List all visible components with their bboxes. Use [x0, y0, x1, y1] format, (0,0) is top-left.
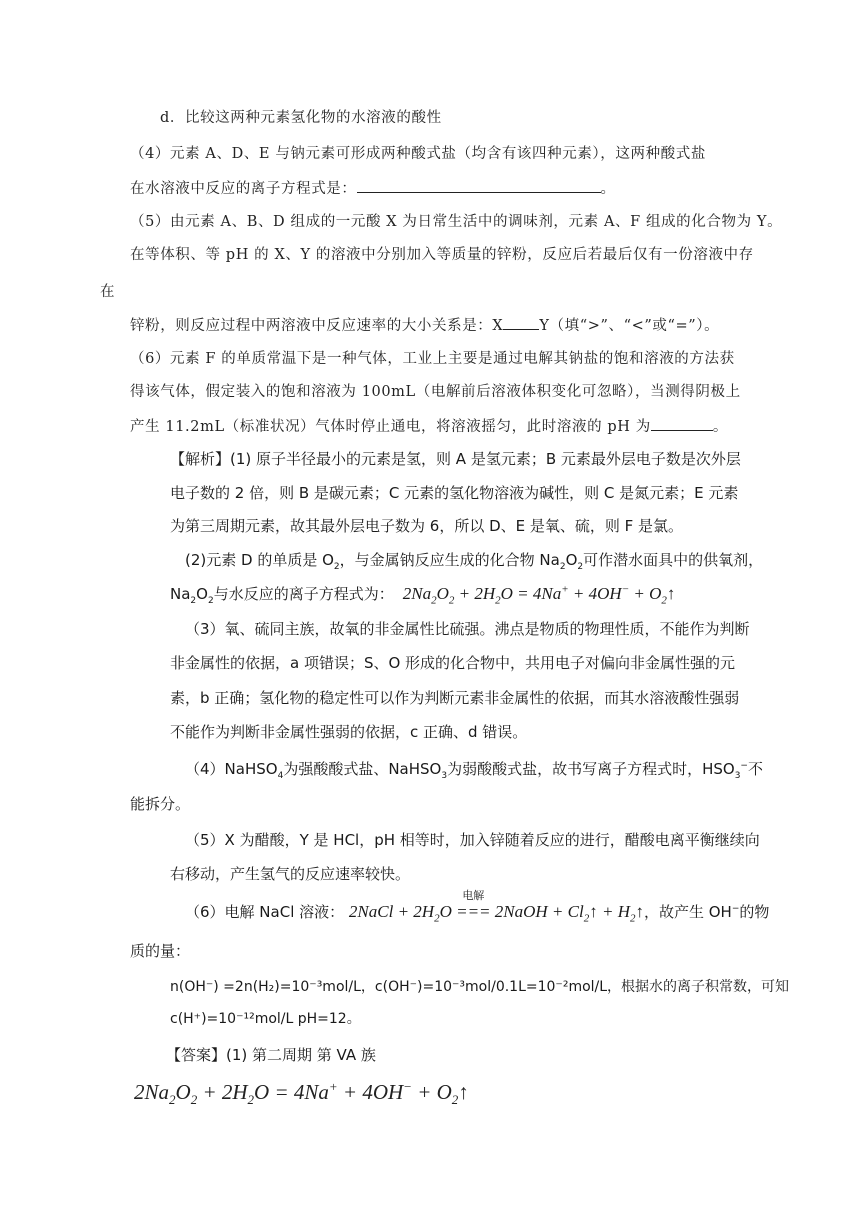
question-6-line-3: [130, 416, 728, 437]
analysis-5-line-2: 右移动，产生氢气的反应速率较快。: [170, 865, 411, 883]
analysis-2-line-2: $Na_2O_2$与水反应的离子方程式为： $2Na_2O_2 + 2H_2O = 4Na^+ + 4OH^-$ + $O_2↑$: [170, 583, 676, 607]
analysis-6-line-1: （6）电解 NaCl 溶液： 2NaCl + $2H_2O$ 电解 === 2NaOH + $Cl_2↑$ + $H_2↑$，故产生 OH−的物: [185, 902, 769, 922]
analysis-6-text: ，故产生 OH: [643, 903, 732, 921]
answer-blank: [357, 178, 601, 193]
analysis-2-text: ，与金属钠反应生成的化合物 Na: [339, 551, 560, 569]
answer-blank: [651, 416, 713, 431]
question-6-line-1: （6）元素 F 的单质常温下是一种气体，工业上主要是通过电解其钠盐的饱和溶液的方法获: [130, 351, 735, 367]
analysis-2-line-1: (2)元素 D 的单质是 $O_2$，与金属钠反应生成的化合物 $Na_2O_2$可作潜水面具中的供氧剂，: [185, 551, 764, 572]
question-5-end: Y（填“>”、“<”或“=”）。: [539, 318, 720, 334]
question-5-line-2: 在等体积、等 pH 的 X、Y 的溶液中分别加入等质量的锌粉，反应后若最后仅有一份溶液中存: [130, 247, 754, 263]
analysis-4-text: 不: [747, 760, 763, 778]
analysis-4-line-2: 能拆分。: [130, 795, 191, 813]
question-6-end: 。: [712, 419, 728, 435]
question-4-prompt: 在水溶液中反应的离子方程式是：: [130, 181, 357, 197]
answer-label: 【答案】(1) 第二周期 第 VA 族: [166, 1046, 376, 1064]
analysis-5-line-1: （5）X 为醋酸，Y 是 HCl，pH 相等时，加入锌随着反应的进行，醋酸电离平衡继续向: [185, 831, 760, 849]
analysis-2-text: 可作潜水面具中的供氧剂，: [583, 551, 764, 569]
question-4-line-2: [130, 178, 616, 199]
question-6-line-2: 得该气体，假定装入的饱和溶液为 100mL（电解前后溶液体积变化可忽略），当测得阴极上: [130, 384, 741, 400]
electrolysis-condition: 电解: [462, 889, 485, 902]
question-d-option: d．比较这两种元素氢化物的水溶液的酸性: [160, 110, 442, 126]
analysis-1-line-1: 【解析】(1) 原子半径最小的元素是氢，则 A 是氢元素；B 元素最外层电子数是次外层: [170, 450, 741, 468]
analysis-1-line-3: 为第三周期元素，故其最外层电子数为 6，所以 D、E 是氧、硫，则 F 是氯。: [170, 517, 684, 535]
analysis-4-line-1: （4）NaHSO$_4$为强酸酸式盐、NaHSO$_3$为弱酸酸式盐，故书写离子方程式时，$HSO_3^-$不: [185, 760, 763, 781]
electrolysis-equation: 2NaCl + $2H_2O$ 电解 === 2NaOH + $Cl_2↑$ + $H_2↑$: [349, 902, 644, 921]
analysis-3-line-2: 非金属性的依据，a 项错误；S、O 形成的化合物中，共用电子对偏向非金属性强的元: [170, 654, 736, 672]
question-4-end: 。: [600, 181, 616, 197]
analysis-3-line-1: （3）氧、硫同主族，故氧的非金属性比硫强。沸点是物质的物理性质，不能作为判断: [185, 620, 750, 638]
analysis-6-text: （6）电解 NaCl 溶液：: [185, 903, 345, 921]
analysis-6-text: 的物: [739, 903, 770, 921]
analysis-3-line-4: 不能作为判断非金属性强弱的依据，c 正确、d 错误。: [170, 723, 528, 741]
analysis-6-line-4: c(H⁺)=10⁻¹²mol/L pH=12。: [170, 1011, 361, 1027]
question-4-line-1: （4）元素 A、D、E 与钠元素可形成两种酸式盐（均含有该四种元素），这两种酸式盐: [130, 146, 706, 162]
analysis-6-line-2: 质的量：: [130, 942, 191, 960]
analysis-3-line-3: 素，b 正确；氢化物的稳定性可以作为判断元素非金属性的依据，而其水溶液酸性强弱: [170, 689, 740, 707]
analysis-2-text: (2)元素 D 的单质是 O: [185, 551, 334, 569]
answer-equation: $2Na_2O_2 + 2H_2O = 4Na^+ + 4OH^-$ + $O_2↑$: [134, 1079, 469, 1108]
question-5-prompt: 锌粉，则反应过程中两溶液中反应速率的大小关系是：X: [130, 318, 504, 334]
analysis-2-text: O: [196, 585, 208, 603]
analysis-1-line-2: 电子数的 2 倍，则 B 是碳元素；C 元素的氢化物溶液为碱性，则 C 是氮元素；E 元素: [170, 484, 739, 502]
answer-blank: [503, 315, 539, 330]
ionic-equation: $2Na_2O_2 + 2H_2O = 4Na^+ + 4OH^-$ + $O_2↑$: [398, 583, 676, 607]
analysis-2-text: O: [565, 551, 578, 569]
analysis-2-text: Na: [170, 585, 191, 603]
question-6-prompt: 产生 11.2mL（标准状况）气体时停止通电，将溶液摇匀，此时溶液的 pH 为: [130, 419, 651, 435]
analysis-4-text: （4）NaHSO: [185, 760, 278, 778]
question-5-line-4: [130, 315, 719, 336]
analysis-4-text: 为强酸酸式盐、NaHSO: [283, 760, 442, 778]
analysis-2-text: 与水反应的离子方程式为：: [213, 585, 394, 603]
analysis-6-line-3: n(OH⁻) =2n(H₂)=10⁻³mol/L，c(OH⁻)=10⁻³mol/0.1L=10⁻²mol/L，根据水的离子积常数，可知: [170, 979, 790, 995]
question-5-line-1: （5）由元素 A、B、D 组成的一元酸 X 为日常生活中的调味剂，元素 A、F 组成的化合物为 Y。: [130, 214, 783, 230]
question-5-line-3: 在: [100, 284, 116, 300]
analysis-4-text: 为弱酸酸式盐，故书写离子方程式时，HSO: [447, 760, 735, 778]
